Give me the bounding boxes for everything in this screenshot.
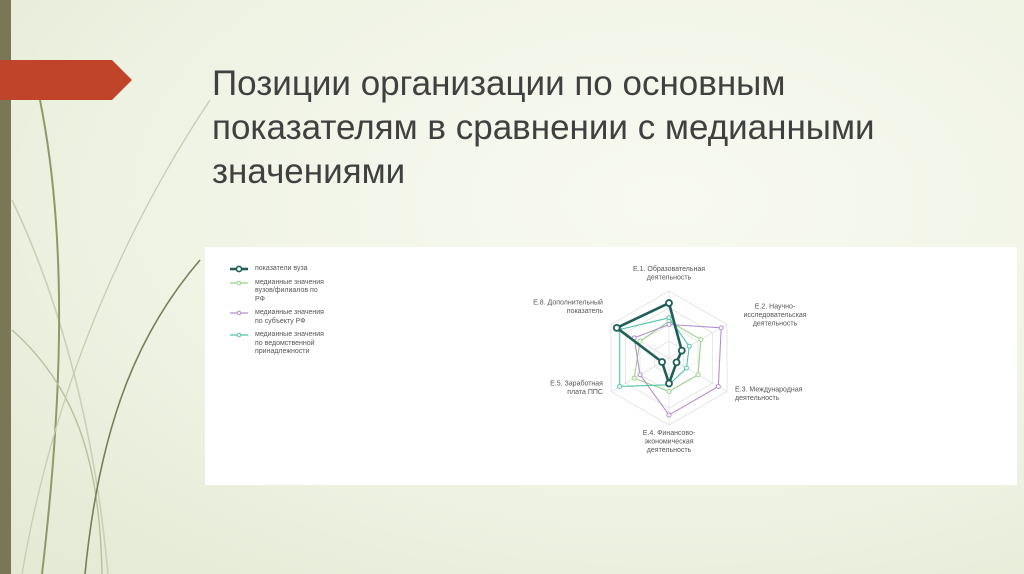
chart-panel bbox=[205, 247, 1017, 485]
series-3-point-2 bbox=[719, 326, 723, 330]
series-4-point-1 bbox=[667, 316, 671, 320]
axis-label-4-line-2: экономическая bbox=[644, 438, 694, 446]
axis-label-6 bbox=[533, 299, 603, 316]
axis-label-2-line-3: деятельность bbox=[752, 320, 798, 328]
axis-label-1 bbox=[633, 265, 705, 282]
legend-label-4-line-2: по ведомственной bbox=[255, 339, 315, 347]
series-1-point-2 bbox=[679, 348, 685, 354]
axis-label-4 bbox=[643, 430, 696, 454]
axis-label-3-line-2: деятельность bbox=[735, 395, 780, 402]
series-2-point-3 bbox=[696, 373, 700, 377]
series-4-point-5 bbox=[618, 384, 622, 388]
series-1-point-4 bbox=[666, 380, 672, 386]
axis-label-5 bbox=[550, 380, 603, 397]
series-1-point-1 bbox=[666, 300, 672, 306]
axis-label-2-line-2: исследовательская bbox=[743, 312, 807, 319]
series-2-point-4 bbox=[667, 390, 671, 394]
axis-label-3 bbox=[735, 387, 803, 403]
legend-label-4-line-3: принадлежности bbox=[255, 348, 310, 355]
legend-label-1-line-1: показатели вуза bbox=[255, 265, 308, 272]
legend-label-3-line-1: медианные значения bbox=[255, 309, 324, 316]
legend-label-2-line-1: медианные значения bbox=[255, 278, 324, 286]
axis-label-5-line-2: плата ППС bbox=[567, 389, 603, 396]
axis-label-3-line-1: Е.3. Международная bbox=[735, 386, 803, 394]
series-3-point-3 bbox=[716, 384, 720, 388]
slide-title bbox=[212, 62, 972, 194]
legend-label-3-line-2: по субъекту РФ bbox=[255, 317, 306, 325]
series-3-point-4 bbox=[667, 413, 671, 417]
series-2-point-6 bbox=[638, 339, 642, 343]
title-marker-arrow bbox=[0, 60, 132, 100]
axis-label-4-line-1: Е.4. Финансово- bbox=[642, 430, 696, 437]
series-2-point-5 bbox=[632, 376, 636, 380]
series-4-point-2 bbox=[687, 344, 691, 348]
legend-label-2-line-2: вузов/филиалов по bbox=[255, 287, 318, 294]
series-1-point-6 bbox=[614, 325, 620, 331]
legend-label-4-line-1: медианные значения bbox=[255, 331, 324, 338]
series-4-point-3 bbox=[684, 366, 688, 370]
axis-label-4-line-3: деятельность bbox=[646, 447, 692, 454]
axis-label-2 bbox=[744, 304, 807, 328]
series-2-point-2 bbox=[699, 338, 703, 342]
title-line-2: показателям в сравнении с медианными bbox=[212, 108, 875, 147]
title-line-1: Позиции организации по основным bbox=[212, 64, 786, 103]
title-line-3: значениями bbox=[212, 152, 406, 191]
series-1-point-5 bbox=[659, 359, 665, 365]
axis-label-6-line-1: Е.8. Дополнительный bbox=[533, 299, 603, 307]
series-1-point-3 bbox=[674, 359, 680, 365]
axis-label-1-line-1: Е.1. Образовательная bbox=[632, 266, 706, 273]
axis-label-1-line-2: деятельность bbox=[646, 274, 692, 282]
series-3-point-1 bbox=[667, 323, 671, 327]
legend-label-2-line-3: РФ bbox=[255, 295, 265, 303]
axis-label-2-line-1: Е.2. Научно- bbox=[754, 303, 796, 311]
axis-label-6-line-2: показатель bbox=[566, 308, 603, 315]
radar-chart bbox=[205, 247, 1017, 485]
series-3-point-5 bbox=[638, 373, 642, 377]
axis-label-5-line-1: Е.5. Заработная bbox=[550, 380, 603, 388]
